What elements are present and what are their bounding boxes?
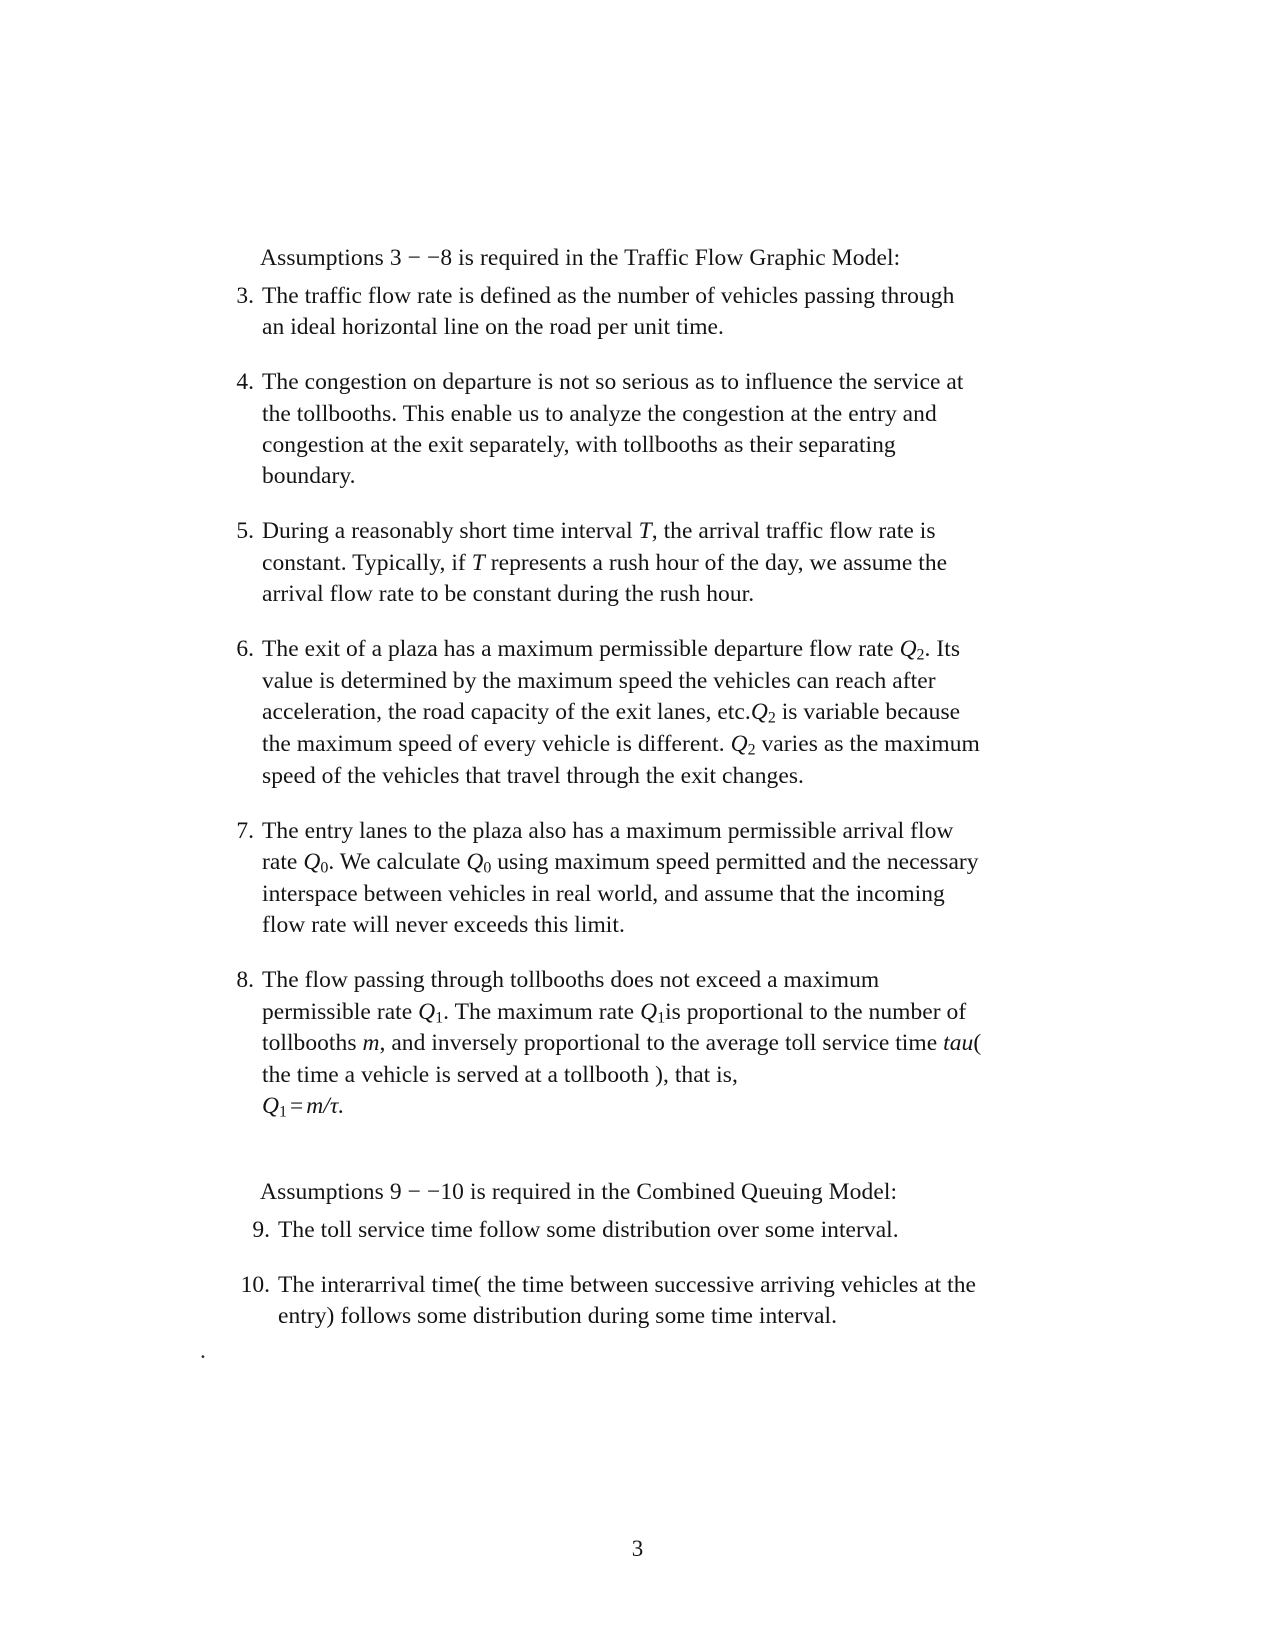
math-subscript: 2 — [916, 646, 925, 664]
page-content — [222, 243, 982, 1356]
list-item — [222, 634, 982, 792]
math-base: Q — [730, 730, 748, 757]
text-fragment: represents a rush hour of the day, we assume the arrival flow rate to be constant during the rush hour. — [262, 549, 948, 607]
math-subscript: 1 — [657, 1009, 666, 1027]
math-subscript: 2 — [747, 741, 756, 759]
list-item-text: The toll service time follow some distribution over some interval. — [278, 1216, 899, 1243]
math-base: Q — [640, 998, 658, 1025]
math-symbol-Q0 — [466, 849, 491, 875]
math-subscript: 1 — [278, 1103, 287, 1121]
equation-right-side: m/τ. — [306, 1092, 345, 1119]
list-item-number: 5. — [236, 518, 254, 545]
text-fragment: , and inversely proportional to the average toll service time — [379, 1030, 944, 1057]
text-fragment: . We calculate — [328, 849, 467, 876]
assumptions-list-combined-queuing — [222, 1215, 982, 1333]
math-subscript: 2 — [767, 709, 776, 727]
text-fragment: The entry lanes to the plaza also has a maximum permissible arrival flow rate — [262, 817, 954, 876]
list-item-number: 3. — [236, 282, 254, 309]
math-subscript: 0 — [320, 859, 329, 877]
math-symbol-Q1 — [640, 999, 665, 1025]
list-item — [222, 816, 982, 942]
math-variable-T: T — [471, 549, 485, 576]
list-item-text: The interarrival time( the time between successive arriving vehicles at the entry) follows some distribution during some time interval. — [278, 1271, 977, 1330]
math-base: Q — [418, 998, 436, 1025]
text-fragment: The exit of a plaza has a maximum permissible departure flow rate — [262, 636, 900, 663]
list-item-number: 9. — [252, 1216, 270, 1243]
list-item-text: The traffic flow rate is defined as the number of vehicles passing through an ideal horizontal line on the road per unit time. — [262, 282, 955, 341]
math-variable-T: T — [638, 518, 652, 545]
math-variable-m: m — [362, 1030, 380, 1057]
math-base: Q — [262, 1092, 279, 1119]
list-item-text: The congestion on departure is not so serious as to influence the service at the tollbooths. This enable us to analyze the congestion at the entry and congestion at the exit separately, with tollbooths as their separating boundary. — [262, 369, 964, 490]
list-item — [222, 1270, 982, 1333]
text-fragment: using maximum speed permitted and the necessary interspace between vehicles in real world, and assume that the incoming flow rate will never exceeds this limit. — [262, 849, 979, 939]
list-item-text — [262, 518, 947, 607]
math-symbol-Q2 — [751, 699, 776, 725]
math-symbol-Q2 — [731, 731, 756, 757]
math-base: Q — [466, 849, 484, 876]
math-variable-tau: tau — [943, 1030, 974, 1057]
text-fragment: The flow passing through tollbooths does not exceed a maximum permissible rate — [262, 967, 880, 1025]
math-symbol-Q2 — [900, 636, 925, 662]
math-base: Q — [303, 849, 321, 876]
math-symbol-Q0 — [303, 849, 328, 875]
text-fragment: is proportional to the number of tollbooths — [262, 998, 967, 1057]
stray-period-mark: . — [200, 1338, 206, 1364]
text-fragment: , the arrival traffic flow rate is constant. Typically, if — [262, 518, 936, 576]
equation-operator: = — [289, 1092, 304, 1119]
section-lead-in-traffic-flow: Assumptions 3 − −8 is required in the Traffic Flow Graphic Model: — [260, 245, 901, 271]
math-subscript: 0 — [483, 859, 492, 877]
text-fragment: ( the time a vehicle is served at a tollbooth ), that is, — [262, 1030, 982, 1088]
text-fragment: During a reasonably short time interval — [262, 518, 639, 545]
text-fragment: is variable because the maximum speed of every vehicle is different. — [262, 699, 961, 757]
list-item — [222, 281, 982, 344]
equation-Q1-equals-m-over-tau — [262, 1093, 344, 1119]
list-item-number: 6. — [236, 636, 254, 663]
list-item-number: 10. — [240, 1271, 270, 1298]
list-item-text — [262, 967, 981, 1119]
list-item — [222, 516, 982, 610]
math-symbol-Q1 — [418, 999, 443, 1025]
list-item — [222, 367, 982, 492]
math-base: Q — [750, 699, 768, 726]
page-number: 3 — [631, 1536, 644, 1561]
list-item-number: 4. — [236, 369, 254, 396]
list-item — [222, 1215, 982, 1246]
assumptions-list-traffic-flow — [222, 281, 982, 1123]
math-subscript: 1 — [435, 1009, 444, 1027]
list-item-text — [262, 818, 979, 938]
text-fragment: . Its value is determined by the maximum speed the vehicles can reach after acceleration, the road capacity of the exit lanes, etc. — [262, 636, 961, 726]
math-base: Q — [899, 636, 917, 663]
list-item-text — [262, 636, 980, 789]
equation-left-side — [262, 1093, 287, 1119]
list-item — [222, 965, 982, 1122]
section-lead-in-combined-queuing: Assumptions 9 − −10 is required in the Combined Queuing Model: — [260, 1178, 898, 1205]
list-item-number: 8. — [236, 967, 254, 994]
text-fragment: varies as the maximum speed of the vehicles that travel through the exit changes. — [262, 730, 980, 789]
text-fragment: . The maximum rate — [443, 998, 641, 1025]
list-item-number: 7. — [236, 817, 254, 844]
